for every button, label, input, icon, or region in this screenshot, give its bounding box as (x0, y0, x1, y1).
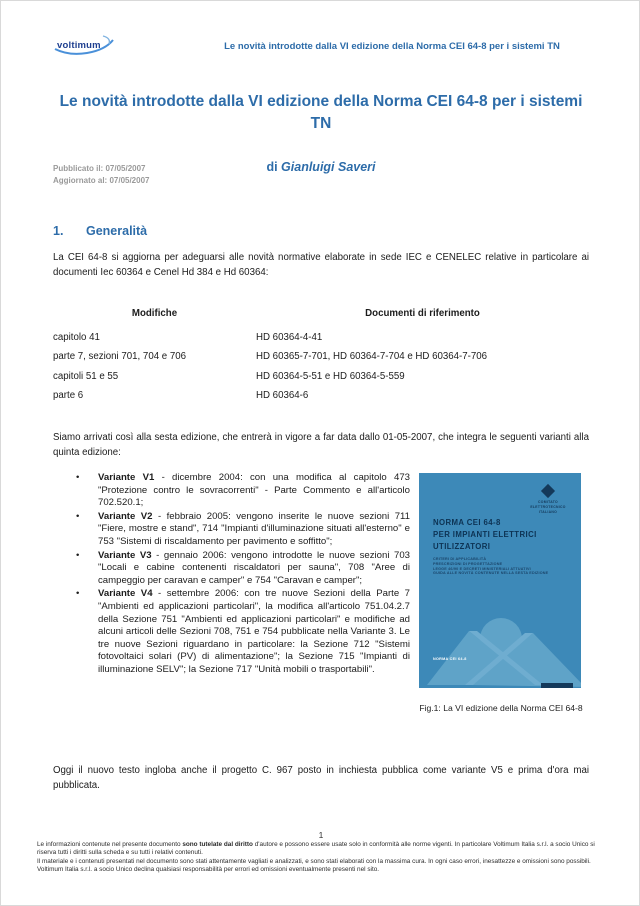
cover-subtitle (433, 557, 548, 576)
table-body (53, 328, 589, 406)
variants-list (76, 472, 410, 678)
cell-modifica: capitolo 41 (53, 331, 100, 343)
column-header-modifiche: Modifiche (131, 308, 178, 319)
paragraph-oggi: Oggi il nuovo testo ingloba anche il progetto C. 967 posto in inchiesta pubblica come variante V5 e prima d'ora mai pubblicata. (53, 765, 589, 792)
page-title-line1: Le novità introdotte dalla VI edizione della Norma CEI 64-8 per i sistemi (59, 93, 583, 110)
cell-modifica: parte 7, sezioni 701, 704 e 706 (53, 351, 187, 362)
variant-label: Variante V4 (98, 588, 153, 600)
publisher-line: ELETTROTECNICO (530, 505, 566, 510)
cover-title-line: PER IMPIANTI ELETTRICI (433, 530, 537, 539)
table-row (53, 367, 589, 387)
column-header-riferimento: Documenti di riferimento (365, 308, 480, 319)
cover-title (433, 517, 537, 553)
cei-publisher-logo (525, 486, 571, 515)
variant-label: Variante V1 (98, 472, 155, 483)
paragraph-intro: La CEI 64-8 si aggiorna per adeguarsi alle novità normative elaborate in sede IEC e CENELEC relative in particolare ai documenti Iec 60364 e Cenel Hd 384 e Hd 60364: (53, 252, 589, 279)
norma-cei-cover-image (419, 473, 581, 688)
footer-line1-pre: Le informazioni contenute nel presente documento (37, 841, 183, 848)
cell-modifica: parte 6 (53, 390, 84, 401)
list-item-variante-v1 (76, 472, 410, 510)
cover-subtitle-line: LEGGE 46/90 E DECRETI MINISTERIALI ATTUATIVI (433, 566, 531, 571)
variant-text (98, 588, 410, 676)
author-name: Gianluigi Saveri (281, 160, 376, 174)
table-header-row (53, 304, 589, 324)
footer-legal-text (37, 841, 615, 874)
variant-body: - febbraio 2005: vengono inserite le nuove sezioni 711 "Fiere, mostre e stand", 714 "Impianti d'illuminazione situati all'esterno" e 753 "Sistemi di riscaldamento per pavimento e soffitto"; (98, 510, 410, 547)
section-heading-generalita (53, 224, 147, 238)
byline-prefix: di (266, 160, 282, 174)
footer-line1-bold: sono tutelate dal diritto (182, 841, 253, 848)
figure-book-cover (419, 473, 581, 688)
footer-line2: Il materiale e i contenuti presentati nel documento sono stati attentamente vagliati e analizzati, e sono stati elaborati con la massima cura. In ogni caso errori, inesattezze e omissioni sono possibili. Voltimum Italia s.r.l. a socio Unico declina qualsiasi responsabilità per errori ed omissioni eventualmente presenti nel sito. (37, 857, 591, 873)
cei-diamond-icon (541, 484, 555, 498)
voltimum-logo (51, 32, 115, 58)
published-date: Pubblicato il: 07/05/2007 (53, 164, 146, 173)
bullet-icon: • (76, 472, 80, 483)
cover-footer-text: NORMA CEI 64-8 (433, 657, 467, 661)
cell-riferimento: HD 60364-6 (256, 390, 309, 401)
list-item-variante-v3 (76, 550, 410, 588)
cover-subtitle-line: GUIDA ALLE NOVITÀ CONTENUTE NELLA SESTA EDIZIONE (433, 571, 549, 576)
cover-subtitle-line: CRITERI DI APPLICABILITÀ (433, 557, 487, 561)
bullet-icon: • (76, 588, 80, 600)
bullet-icon: • (76, 510, 80, 522)
publisher-line: ITALIANO (538, 510, 558, 515)
footer-line1-post: d'autore e possono essere usate solo in conformità alle norme vigenti. In particolare Voltimum Italia s.r.l. a socio Unico si riserva tutti i diritti sulla scheda e su tutti i relativi contenuti. (37, 841, 595, 857)
list-item-variante-v2 (76, 511, 410, 549)
cell-riferimento: HD 60364-4-41 (256, 331, 323, 343)
header-title: Le novità introdotte dalla VI edizione della Norma CEI 64-8 per i sistemi TN (224, 41, 560, 52)
cell-modifica: capitoli 51 e 55 (53, 370, 119, 382)
variant-body: - gennaio 2006: vengono introdotte le nuove sezioni 703 "Locali e cabine contenenti riscaldatori per sauna", 708 "Aree di campeggio per caravan e camper" e 754 "Caravan e camper"; (98, 549, 411, 586)
section-title: Generalità (86, 224, 148, 238)
table-row (53, 347, 589, 367)
modifiche-table (53, 304, 589, 406)
page-title-line2: TN (310, 115, 332, 133)
cell-riferimento: HD 60364-5-51 e HD 60364-5-559 (256, 370, 405, 382)
cover-bottom-bar (541, 683, 573, 688)
variant-text (98, 550, 410, 588)
page-number: 1 (318, 830, 324, 840)
figure-caption: Fig.1: La VI edizione della Norma CEI 64-8 (419, 703, 583, 713)
page-title (41, 91, 601, 136)
section-number: 1. (53, 224, 64, 238)
bullet-icon: • (76, 549, 80, 561)
cover-title-line: NORMA CEI 64-8 (433, 518, 501, 527)
table-row (53, 386, 589, 406)
cover-title-line: UTILIZZATORI (433, 542, 491, 551)
cover-subtitle-line: PRESCRIZIONI DI PROGETTAZIONE (433, 561, 503, 566)
updated-date: Aggiornato al: 07/05/2007 (53, 176, 150, 186)
table-row (53, 328, 589, 348)
variant-body: - dicembre 2004: con una modifica al capitolo 473 "Protezione contro le sovracorrenti" - Parte Commento e all'articolo 702.520.1; (98, 472, 411, 509)
publisher-line: COMITATO (538, 500, 558, 504)
list-item-variante-v4 (76, 588, 410, 676)
variant-label: Variante V3 (98, 549, 152, 561)
byline (1, 160, 640, 174)
paragraph-sesta-edizione: Siamo arrivati così alla sesta edizione, che entrerà in vigore a far data dallo 01-05-2007, che integra le seguenti varianti alla quinta edizione: (53, 432, 589, 459)
logo-text: voltimum (57, 40, 101, 51)
variant-text (98, 472, 410, 510)
variant-text (98, 511, 410, 549)
cell-riferimento: HD 60365-7-701, HD 60364-7-704 e HD 60364-7-706 (256, 351, 488, 362)
variant-label: Variante V2 (98, 510, 153, 522)
variant-body: - settembre 2006: con tre nuove Sezioni della Parte 7 "Ambienti ed applicazioni particolari", la modifica all'articolo 751.04.2.7 della Sezione 751 "Ambienti ed applicazioni particolari" e modifiche ad alcuni articoli delle Sezioni 708, 751 e 754 pubblicate nella Variante 3. Le tre nuove Sezioni riguardano in particolare: la Sezione 712 "Sistemi fotovoltaici solari (PV) di alimentazione"; la Sezione 715 "Impianti di illuminazione SELV"; la Sezione 717 "Unità mobili o trasportabili". (98, 588, 410, 675)
